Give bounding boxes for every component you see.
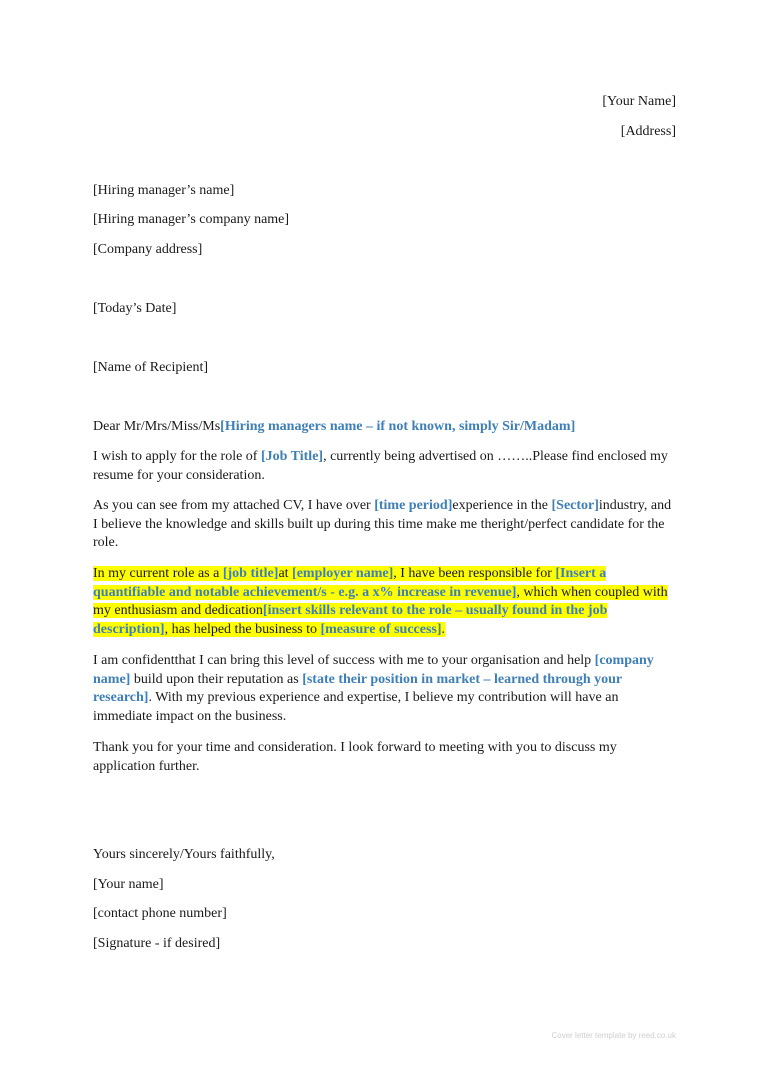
p3-text-6: . — [441, 621, 446, 637]
p2-sector-placeholder: [Sector] — [551, 498, 599, 513]
paragraph-current-role — [93, 565, 673, 639]
p4-text-3: . With my previous experience and expertise, I believe my contribution will have an immediate impact on the business. — [93, 690, 619, 724]
paragraph-experience — [93, 497, 673, 553]
p2-time-period-placeholder: [time period] — [374, 498, 453, 513]
p4-text-2: build upon their reputation as — [130, 671, 303, 687]
paragraph-confidence — [93, 652, 673, 726]
p2-text-2: experience in the — [452, 498, 552, 513]
p2-text-3: industry, and I believe the knowledge and skills built up during this time make me theright/perfect candidate for the role. — [93, 498, 672, 550]
p4-market-position-placeholder: [state their position in market – learned through your research] — [93, 671, 622, 705]
closing-your-name: [Your name] — [93, 877, 164, 892]
sender-address: [Address] — [620, 124, 676, 139]
p3-job-title-placeholder: [job title] — [222, 566, 279, 581]
p3-text-2: at — [278, 566, 293, 581]
footer-credit: Cover letter template by reed.co.uk — [551, 1031, 676, 1040]
p3-text-5: , has helped the business to — [164, 621, 321, 637]
hiring-manager-name: [Hiring manager’s name] — [93, 183, 235, 198]
hiring-company-name: [Hiring manager’s company name] — [93, 212, 290, 227]
sender-name: [Your Name] — [602, 94, 676, 109]
recipient-name: [Name of Recipient] — [93, 360, 209, 375]
paragraph-thanks: Thank you for your time and consideration. I look forward to meeting with you to discuss my application further. — [93, 740, 617, 774]
closing-phone: [contact phone number] — [93, 906, 227, 921]
p3-text-3: , I have been responsible for — [393, 566, 556, 581]
todays-date: [Today’s Date] — [93, 301, 177, 316]
p1-job-title-placeholder: [Job Title] — [260, 449, 324, 464]
closing-signature: [Signature - if desired] — [93, 936, 221, 951]
p4-company-placeholder: [company name] — [93, 653, 654, 687]
salutation-placeholder: [Hiring managers name – if not known, simply Sir/Madam] — [220, 419, 576, 434]
p4-text-1: I am confidentthat I can bring this level of success with me to your organisation and help — [93, 653, 595, 668]
p3-skills-placeholder: [insert skills relevant to the role – usually found in the job description] — [93, 603, 608, 637]
p3-text-4: , which when coupled with my enthusiasm and dedication — [93, 584, 668, 618]
company-address: [Company address] — [93, 242, 203, 257]
p3-success-placeholder: [measure of success] — [320, 621, 442, 637]
p3-achievement-placeholder: [Insert a quantifiable and notable achievement/s - e.g. a x% increase in revenue] — [93, 566, 607, 600]
p3-text-1: In my current role as a — [93, 566, 223, 581]
p1-text-2: , currently being advertised on ……..Please find enclosed my resume for your consideration. — [93, 449, 668, 483]
p3-employer-placeholder: [employer name] — [292, 566, 394, 581]
p1-text-1: I wish to apply for the role of — [93, 449, 261, 464]
salutation-prefix: Dear Mr/Mrs/Miss/Ms — [93, 419, 221, 434]
closing-signoff: Yours sincerely/Yours faithfully, — [93, 847, 275, 862]
salutation — [93, 419, 575, 435]
paragraph-application — [93, 448, 673, 485]
p2-text-1: As you can see from my attached CV, I have over — [93, 498, 375, 513]
